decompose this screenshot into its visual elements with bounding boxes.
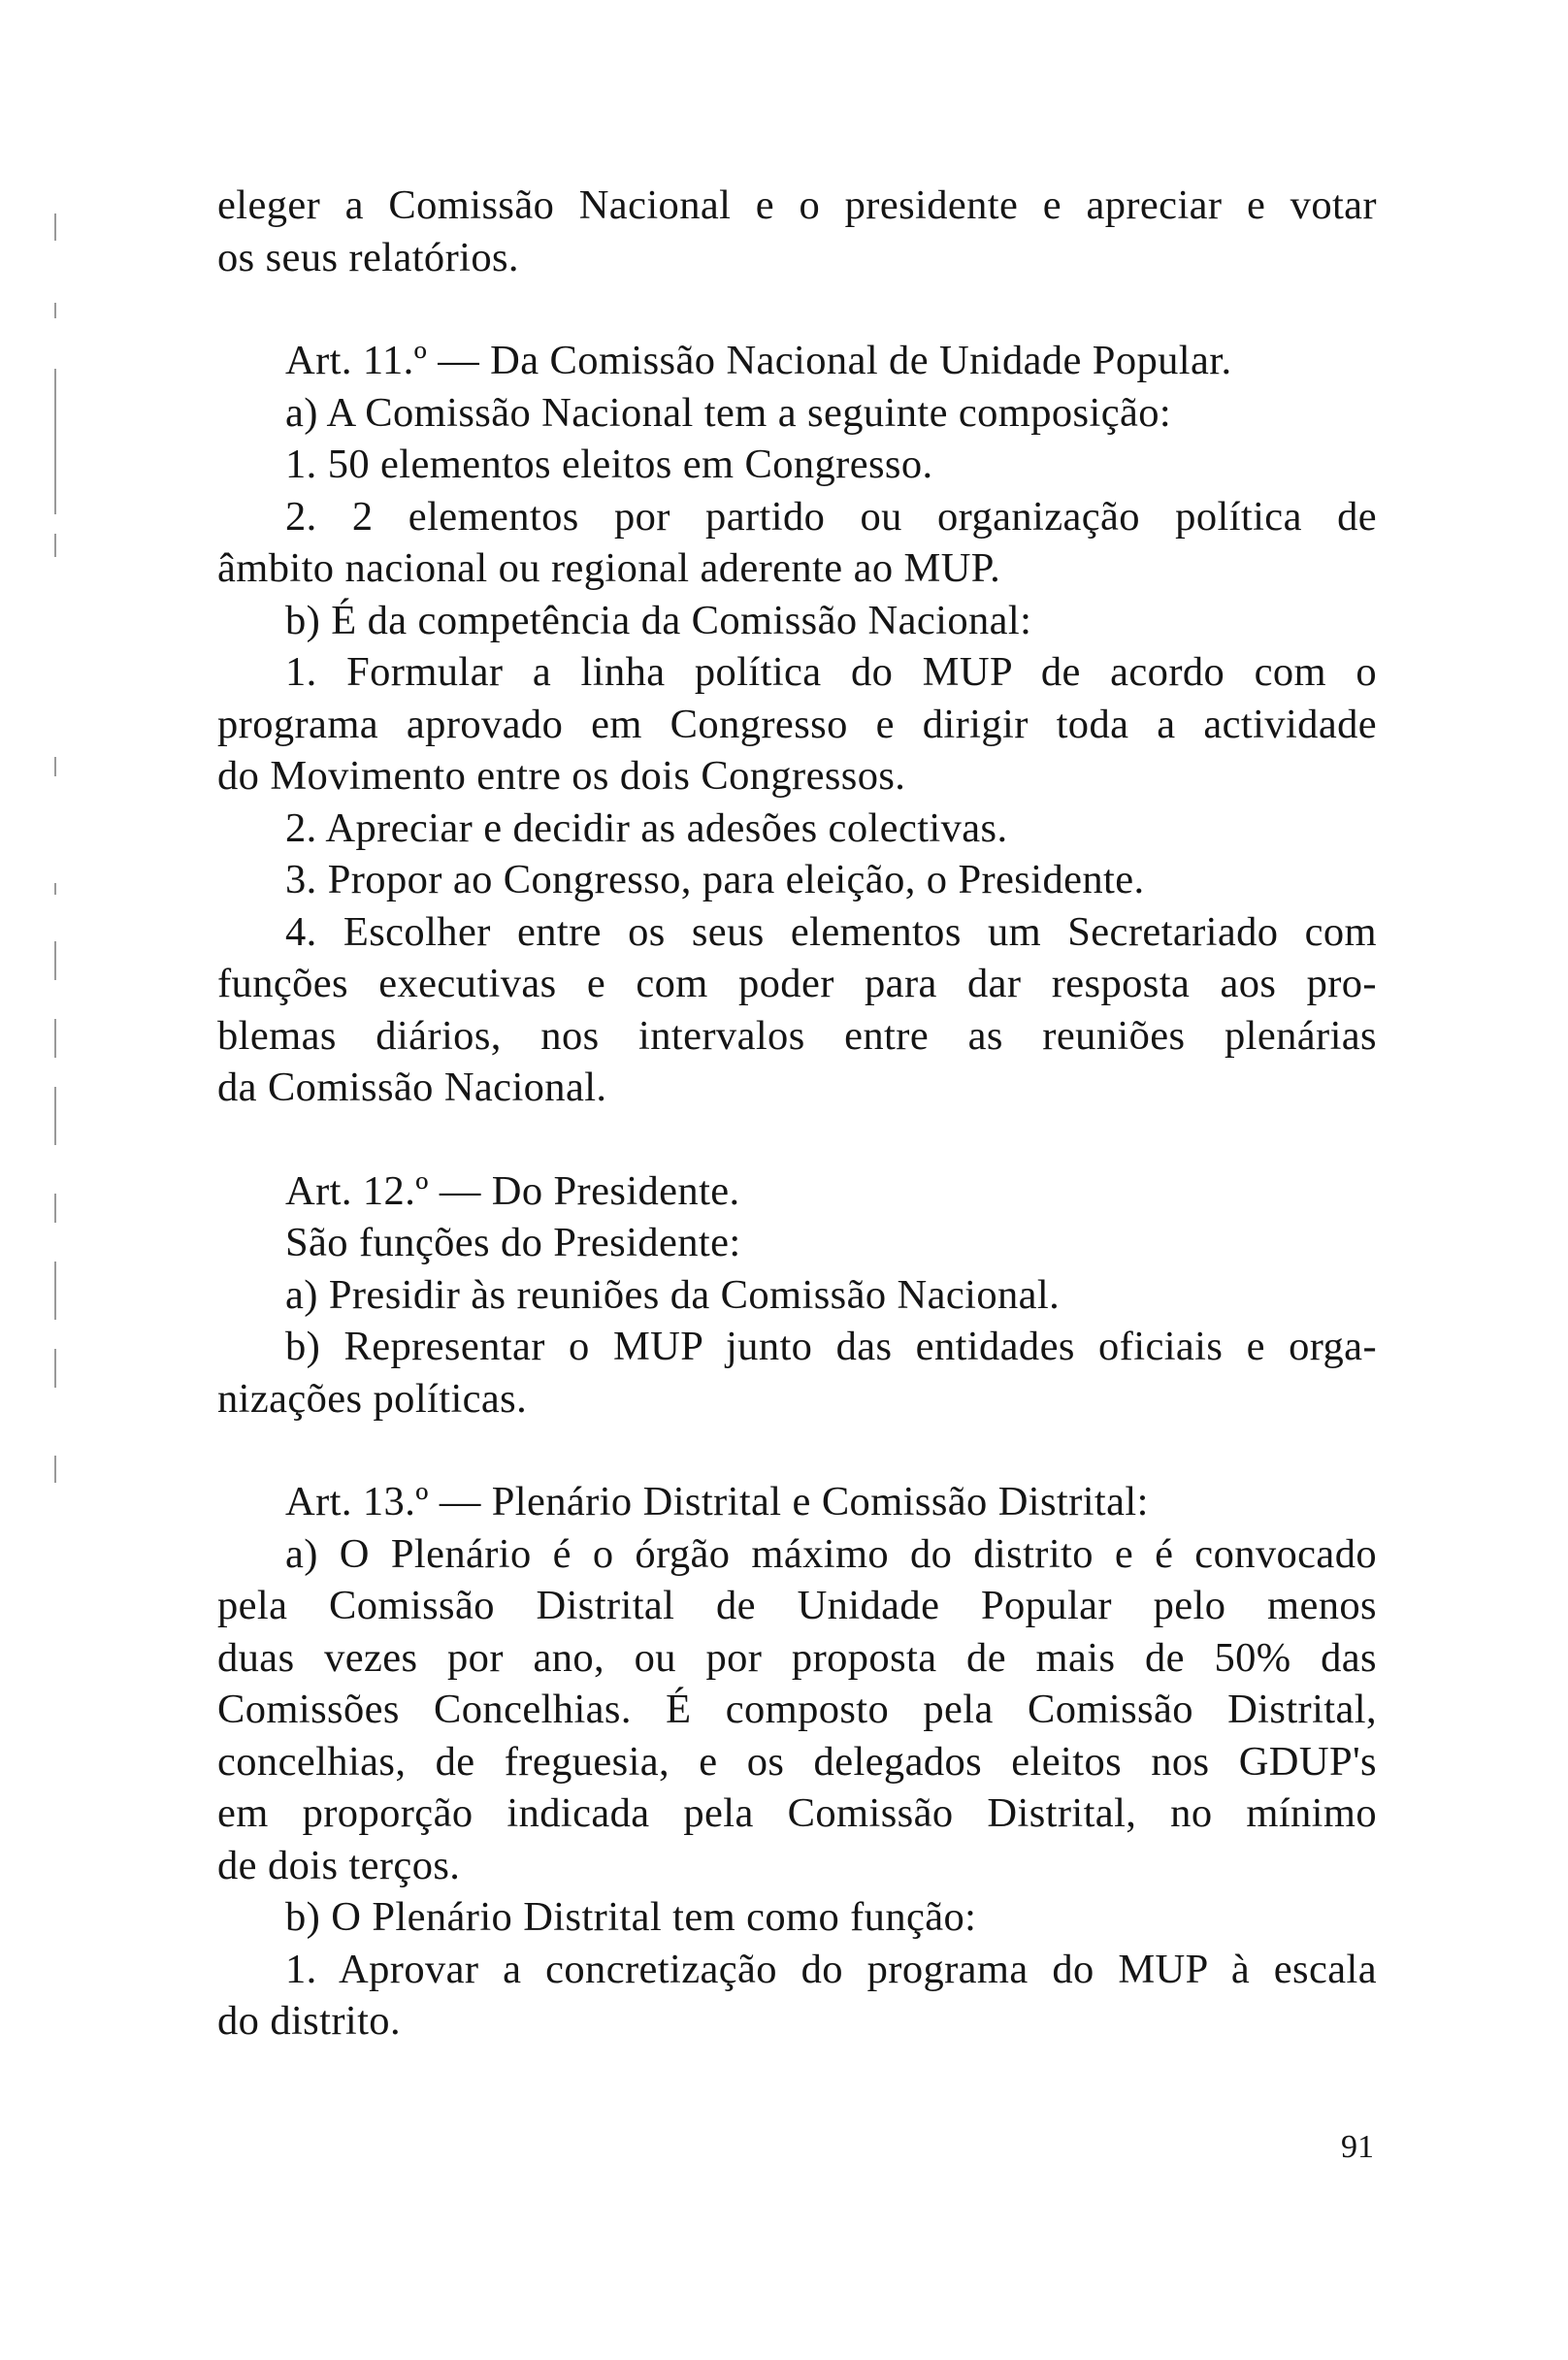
text-line: b) O Plenário Distrital tem como função: bbox=[285, 1894, 977, 1940]
text-line: 4. Escolher entre os seus elementos um Secretariado com bbox=[285, 908, 1377, 955]
text-line: São funções do Presidente: bbox=[285, 1220, 741, 1265]
article-13 bbox=[217, 1476, 1377, 2048]
article-12 bbox=[217, 1165, 1377, 1426]
text-line: Comissões Concelhias. É composto pela Comissão Distrital, bbox=[217, 1687, 1377, 1732]
text-line: b) É da competência da Comissão Nacional: bbox=[285, 597, 1032, 643]
text-line: a) A Comissão Nacional tem a seguinte composição: bbox=[285, 389, 1172, 436]
text-line: concelhias, de freguesia, e os delegados eleitos nos GDUP's bbox=[217, 1738, 1377, 1785]
article-heading: Art. 12.º — Do Presidente. bbox=[285, 1167, 740, 1214]
text-line: âmbito nacional ou regional aderente ao MUP. bbox=[217, 545, 1001, 591]
text-line: 1. Formular a linha política do MUP de acordo com o bbox=[285, 649, 1377, 695]
text-line: pela Comissão Distrital de Unidade Popular pelo menos bbox=[217, 1583, 1377, 1628]
text-line: da Comissão Nacional. bbox=[217, 1065, 607, 1110]
text-line: 2. Apreciar e decidir as adesões colectivas. bbox=[285, 804, 1008, 851]
text-line: a) Presidir às reuniões da Comissão Nacional. bbox=[285, 1271, 1061, 1318]
text-line: b) Representar o MUP junto das entidades oficiais e orga- bbox=[285, 1324, 1377, 1369]
body-text bbox=[217, 180, 1377, 2048]
text-line: funções executivas e com poder para dar resposta aos pro- bbox=[217, 961, 1377, 1006]
binding-shadow-marks bbox=[54, 213, 58, 1494]
text-line: do distrito. bbox=[217, 1998, 401, 2044]
text-line: do Movimento entre os dois Congressos. bbox=[217, 753, 906, 799]
article-heading: Art. 13.º — Plenário Distrital e Comissão Distrital: bbox=[285, 1479, 1149, 1524]
text-line: 2. 2 elementos por partido ou organização política de bbox=[285, 493, 1377, 540]
text-line: 3. Propor ao Congresso, para eleição, o Presidente. bbox=[285, 857, 1145, 902]
text-line: blemas diários, nos intervalos entre as reuniões plenárias bbox=[217, 1012, 1377, 1059]
text-line: os seus relatórios. bbox=[217, 234, 519, 280]
paragraph-intro bbox=[217, 180, 1377, 283]
text-line: de dois terços. bbox=[217, 1842, 461, 1888]
text-line: duas vezes por ano, ou por proposta de mais de 50% das bbox=[217, 1634, 1377, 1681]
page-number: 91 bbox=[1341, 2129, 1374, 2165]
text-line: em proporção indicada pela Comissão Distrital, no mínimo bbox=[217, 1790, 1377, 1836]
article-heading: Art. 11.º — Da Comissão Nacional de Unidade Popular. bbox=[285, 338, 1232, 383]
text-line: nizações políticas. bbox=[217, 1375, 528, 1422]
text-line: programa aprovado em Congresso e dirigir toda a actividade bbox=[217, 701, 1377, 747]
text-line: 1. 50 elementos eleitos em Congresso. bbox=[285, 442, 933, 487]
text-line: a) O Plenário é o órgão máximo do distrito e é convocado bbox=[285, 1530, 1377, 1577]
text-line: eleger a Comissão Nacional e o presidente e apreciar e votar bbox=[217, 182, 1377, 228]
article-11 bbox=[217, 335, 1377, 1114]
text-line: 1. Aprovar a concretização do programa do MUP à escala bbox=[285, 1946, 1377, 1992]
